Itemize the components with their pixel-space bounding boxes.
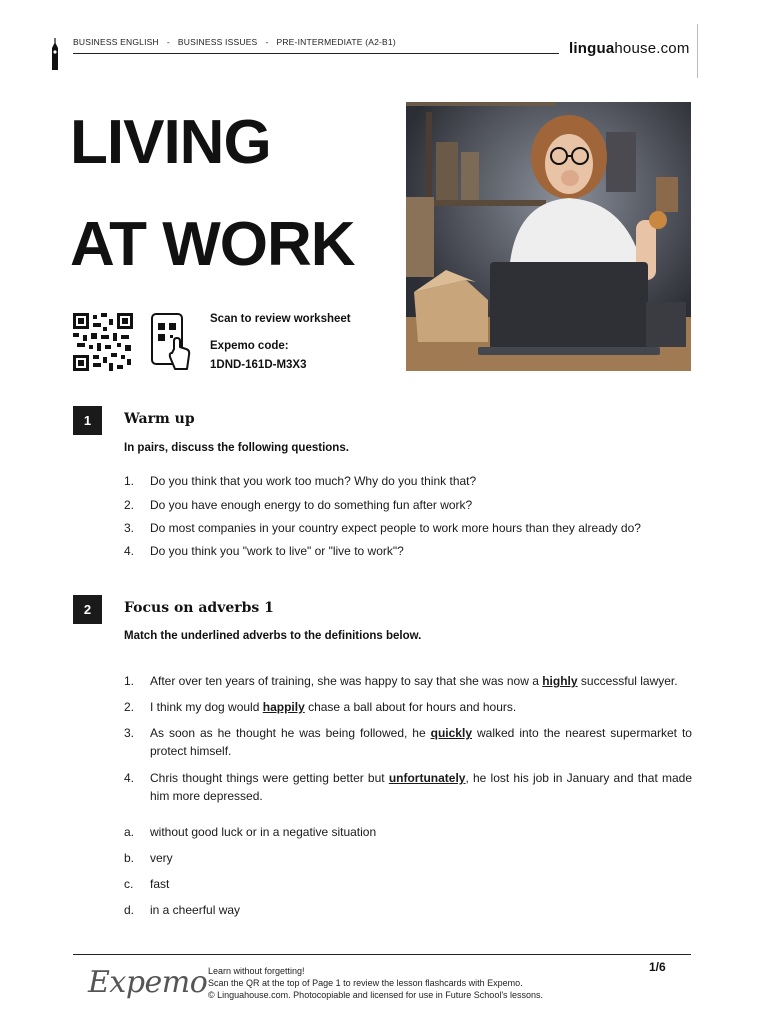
linguahouse-logo: linguahouse.com — [569, 40, 690, 57]
definition-item: b. very — [124, 851, 173, 865]
breadcrumb-separator: - — [265, 37, 269, 47]
title-line: LIVING — [70, 108, 271, 177]
section-title: Warm up — [124, 411, 195, 427]
list-item: 2. Do you have enough energy to do something fun after work? — [124, 498, 473, 512]
definition-item: d. in a cheerful way — [124, 903, 241, 917]
section-instruction: In pairs, discuss the following questions. — [124, 442, 349, 454]
breadcrumb-item: BUSINESS ENGLISH — [73, 37, 159, 47]
list-item: 1. After over ten years of training, she was happy to say that she was now a highly successful lawyer. — [124, 674, 678, 688]
phone-scan-icon — [150, 313, 192, 371]
woman-yawning-at-laptop-photo — [406, 102, 691, 371]
list-item: 4. Chris thought things were getting better but unfortunately, he lost his job in January and that made him more depressed. — [124, 771, 692, 803]
section-number-badge: 2 — [73, 595, 102, 624]
list-item: 3. As soon as he thought he was being followed, he quickly walked into the nearest supermarket to protect himself. — [124, 726, 692, 758]
list-item: 2. I think my dog would happily chase a ball about for hours and hours. — [124, 700, 517, 714]
underlined-adverb: highly — [542, 674, 578, 688]
section-number-badge: 1 — [73, 406, 102, 435]
section-instruction: Match the underlined adverbs to the definitions below. — [124, 630, 422, 642]
list-item: 4. Do you think you "work to live" or "live to work"? — [124, 544, 404, 558]
list-item: 3. Do most companies in your country expect people to work more hours than they already do? — [124, 521, 641, 535]
expemo-logo: Expemo — [88, 965, 208, 1000]
definition-item: c. fast — [124, 877, 170, 891]
list-item: 1. Do you think that you work too much? Why do you think that? — [124, 474, 477, 488]
big-ben-icon — [50, 38, 60, 70]
header-divider — [697, 24, 698, 78]
definition-item: a. without good luck or in a negative situation — [124, 825, 377, 839]
underlined-adverb: quickly — [430, 726, 472, 740]
footer-rule — [73, 954, 691, 955]
footer-line: Learn without forgetting! — [208, 966, 305, 976]
page-title — [70, 92, 355, 296]
breadcrumb — [73, 37, 396, 47]
footer-line: Scan the QR at the top of Page 1 to review the lesson flashcards with Expemo. — [208, 978, 523, 988]
header-rule — [73, 53, 559, 54]
expemo-code: 1DND-161D-M3X3 — [210, 359, 307, 371]
expemo-code-label: Expemo code: — [210, 340, 289, 352]
underlined-adverb: unfortunately — [388, 771, 466, 785]
title-line: AT WORK — [70, 210, 355, 279]
page-number: 1/6 — [649, 960, 666, 974]
breadcrumb-item: BUSINESS ISSUES — [177, 37, 258, 47]
breadcrumb-separator: - — [166, 37, 170, 47]
underlined-adverb: happily — [262, 700, 305, 714]
breadcrumb-item: PRE-INTERMEDIATE (A2-B1) — [276, 37, 396, 47]
scan-review-label: Scan to review worksheet — [210, 313, 351, 325]
section-title: Focus on adverbs 1 — [124, 600, 274, 616]
footer-text — [208, 965, 543, 1001]
footer-line: © Linguahouse.com. Photocopiable and licensed for use in Future School's lessons. — [208, 990, 544, 1000]
qr-code-icon[interactable] — [73, 313, 133, 371]
